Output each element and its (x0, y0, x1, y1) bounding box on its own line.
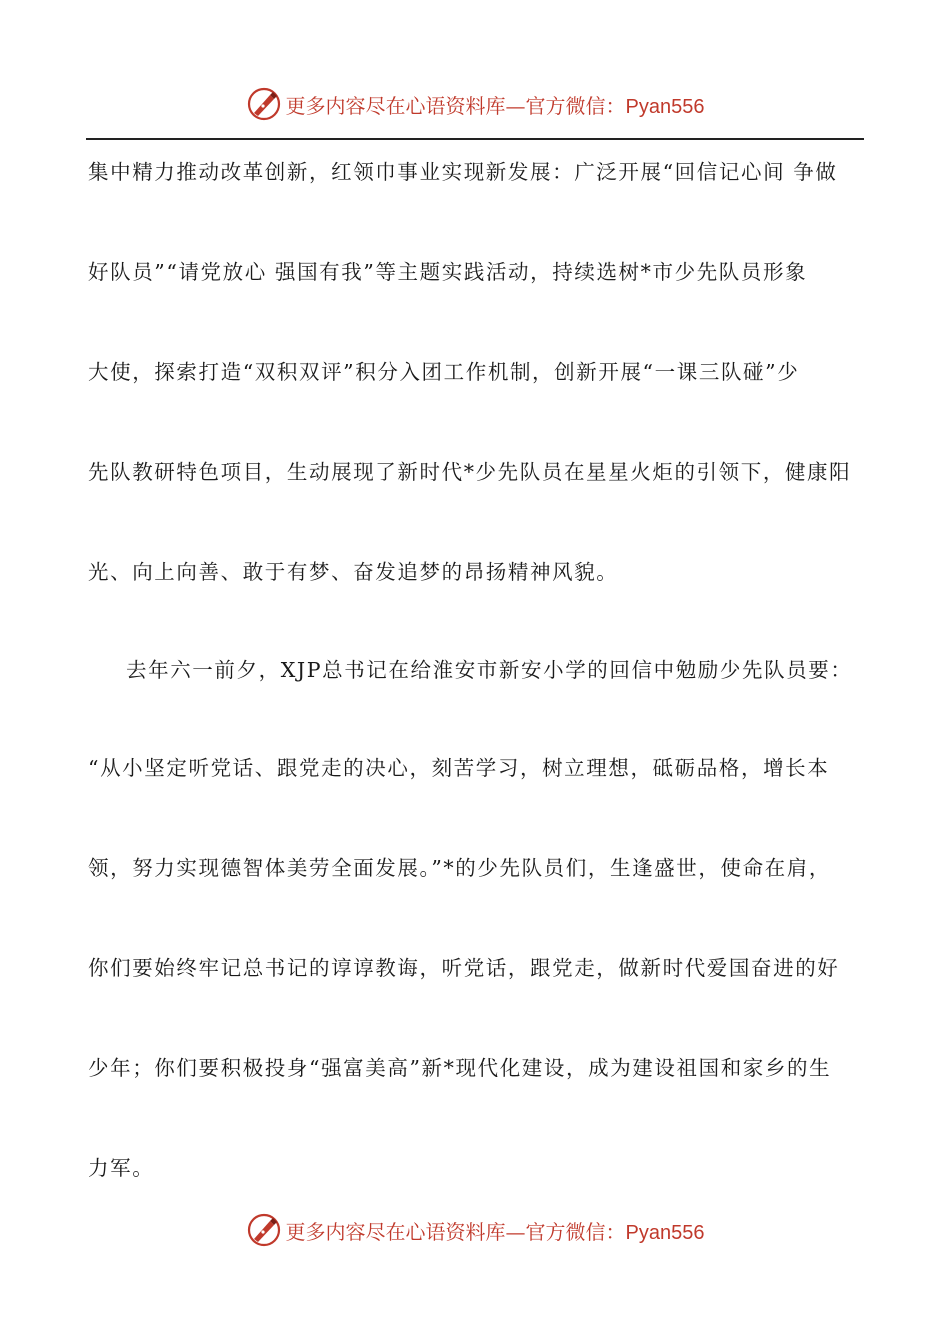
banner-text: 更多内容尽在心语资料库—官方微信：Pyan556 (285, 1219, 705, 1244)
header-divider (86, 138, 864, 140)
pen-nib-logo-icon (246, 86, 282, 122)
document-body (88, 150, 860, 1246)
paragraph-line: 少年；你们要积极投身“强富美高”新*现代化建设，成为建设祖国和家乡的生 (88, 1056, 832, 1080)
paragraph-line: 光、向上向善、敢于有梦、奋发追梦的昂扬精神风貌。 (88, 560, 619, 584)
paragraph-line: 领，努力实现德智体美劳全面发展。”*的少先队员们，生逢盛世，使命在肩， (88, 856, 831, 880)
footer-banner (0, 1210, 950, 1250)
paragraph-line: 集中精力推动改革创新，红领巾事业实现新发展：广泛开展“回信记心间 争做 (88, 160, 838, 184)
banner-text: 更多内容尽在心语资料库—官方微信：Pyan556 (285, 93, 705, 118)
paragraph-line: 你们要始终牢记总书记的谆谆教诲，听党话，跟党走，做新时代爱国奋进的好 (88, 956, 840, 980)
paragraph-line: 大使，探索打造“双积双评”积分入团工作机制，创新开展“一课三队碰”少 (88, 360, 800, 384)
paragraph-line: “从小坚定听党话、跟党走的决心，刻苦学习，树立理想，砥砺品格，增长本 (88, 756, 830, 780)
paragraph-line: 力军。 (88, 1156, 155, 1180)
banner-handle: Pyan556 (625, 95, 705, 118)
banner-handle: Pyan556 (625, 1221, 705, 1244)
pen-nib-logo-icon (246, 1212, 282, 1248)
header-banner (0, 84, 950, 124)
paragraph-line: 去年六一前夕，XJP总书记在给淮安市新安小学的回信中勉励少先队员要： (126, 658, 853, 682)
paragraph-line: 好队员”“请党放心 强国有我”等主题实践活动，持续选树*市少先队员形象 (88, 260, 808, 284)
paragraph-line: 先队教研特色项目，生动展现了新时代*少先队员在星星火炬的引领下，健康阳 (88, 460, 852, 484)
